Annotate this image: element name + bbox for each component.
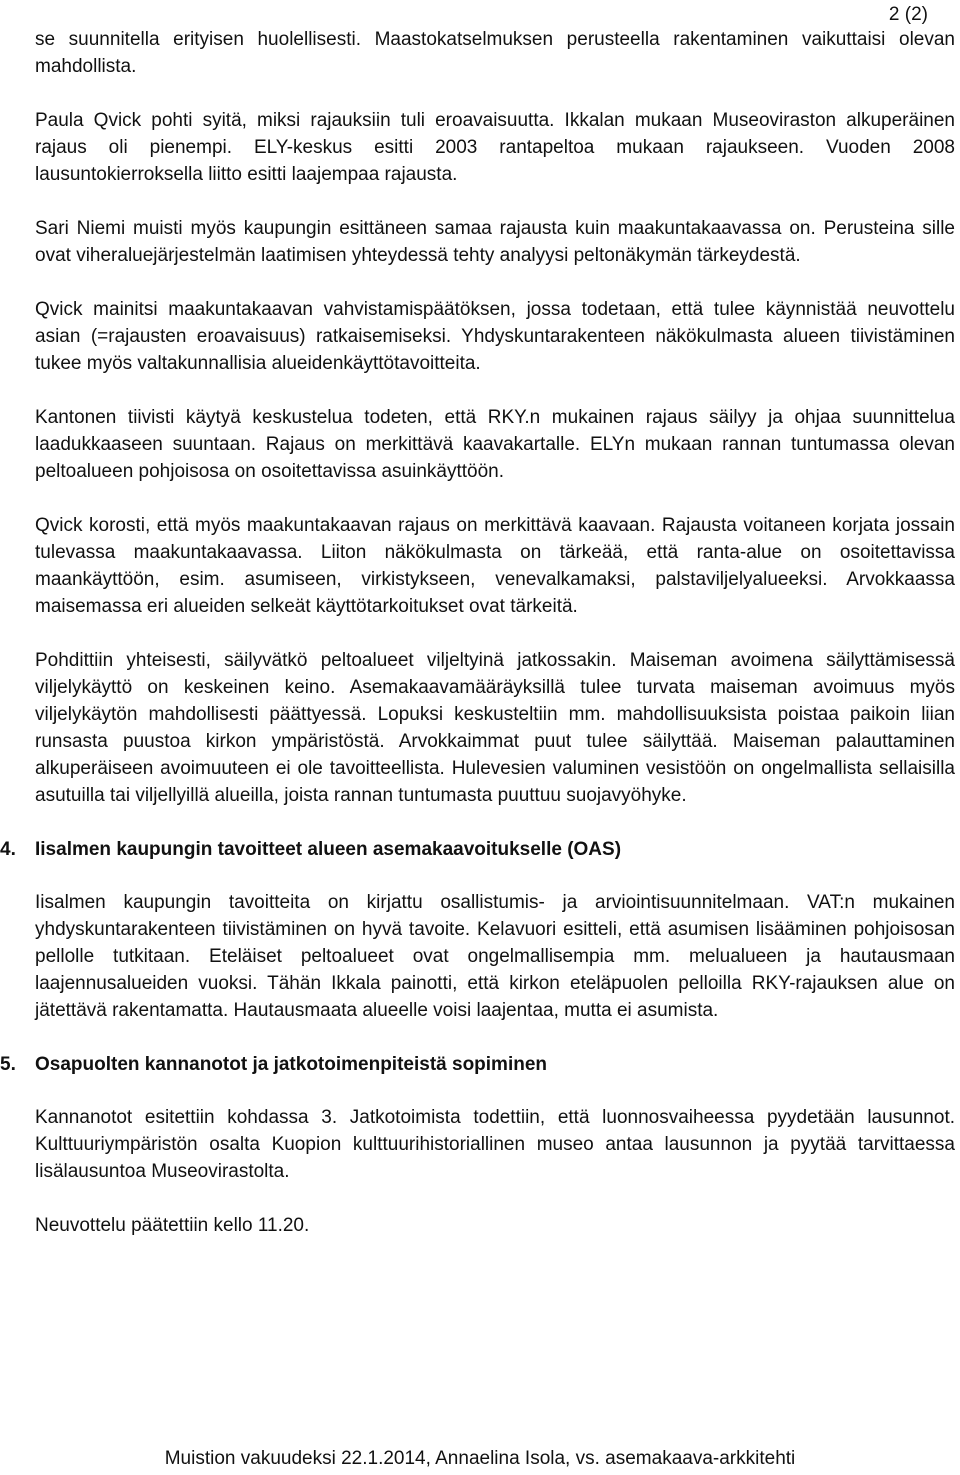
paragraph: Kannanotot esitettiin kohdassa 3. Jatkotoimista todettiin, että luonnosvaiheessa pyydetään lausunnot. Kulttuuriympäristön osalta Kuopion kulttuurihistoriallinen museo antaa lausunnon ja pyytää tarvittaessa lisälausuntoa Museovirastolta. — [35, 1107, 955, 1182]
paragraph: Iisalmen kaupungin tavoitteita on kirjattu osallistumis- ja arviointisuunnitelmaan. VAT:n mukainen yhdyskuntarakenteen tiivistäminen on hyvä tavoite. Kelavuori esitteli, että asumisen lisääminen pohjoisosan pellolle tutkitaan. Eteläiset peltoalueet ovat ongelmallisempia mm. melualueen ja hautausmaan laajennusalueiden vuoksi. Tähän Ikkala painotti, että kirkon eteläpuolen pelloilla RKY-rajauksen alue on jätettävä rakentamatta. Hautausmaata alueelle voisi laajentaa, mutta ei asumista. — [35, 892, 955, 1021]
paragraph: Pohdittiin yhteisesti, säilyvätkö peltoalueet viljeltyinä jatkossakin. Maiseman avoimena säilyttämisessä viljelykäyttö on keskeinen keino. Asemakaavamääräyksillä tulee turvata maiseman avoimuus myös viljelykäytön mahdollisesti päättyessä. Lopuksi keskusteltiin mm. mahdollisuuksista poistaa paikoin liian runsasta puustoa kirkon ympäristöstä. Arvokkaimmat puut tulee säilyttää. Maiseman palauttaminen alkuperäiseen avoimuuteen ei ole tavoitteellista. Hulevesien valuminen vesistöön on ongelmallista sellaisilla asutuilla tai viljellyillä alueilla, joista rannan tuntumasta puuttuu suojavyöhyke. — [35, 650, 955, 806]
document-body — [0, 26, 955, 1266]
paragraph: Qvick mainitsi maakuntakaavan vahvistamispäätöksen, jossa todetaan, että tulee käynnistää neuvottelu asian (=rajausten eroavaisuus) ratkaisemiseksi. Yhdyskuntarakenteen näkökulmasta alueen tiivistäminen tukee myös valtakunnallisia alueidenkäyttötavoitteita. — [35, 299, 955, 374]
section-number: 4. — [0, 839, 16, 860]
paragraph: Qvick korosti, että myös maakuntakaavan rajaus on merkittävä kaavaan. Rajausta voitaneen korjata jossain tulevassa maakuntakaavassa. Liiton näkökulmasta on tärkeää, että ranta-alue on osoitettavissa maankäyttöön, esim. asumiseen, virkistykseen, venevalkamaksi, palstaviljelyalueeksi. Arvokkaassa maisemassa eri alueiden selkeät käyttötarkoitukset ovat tärkeitä. — [35, 515, 955, 617]
paragraph: Paula Qvick pohti syitä, miksi rajauksiin tuli eroavaisuutta. Ikkalan mukaan Museoviraston alkuperäinen rajaus oli pienempi. ELY-keskus esitti 2003 rantapeltoa mukaan rajaukseen. Vuoden 2008 lausuntokierroksella liitto esitti laajempaa rajausta. — [35, 110, 955, 185]
section-heading-5 — [0, 1051, 955, 1078]
section-number: 5. — [0, 1054, 16, 1075]
footer-signature: Muistion vakuudeksi 22.1.2014, Annaelina Isola, vs. asemakaava-arkkitehti — [164, 1448, 796, 1469]
page-number: 2 (2) — [888, 4, 928, 25]
section-title: Iisalmen kaupungin tavoitteet alueen asemakaavoitukselle (OAS) — [35, 839, 622, 860]
section-heading-4 — [0, 836, 955, 863]
paragraph: Sari Niemi muisti myös kaupungin esittäneen samaa rajausta kuin maakuntakaavassa on. Perusteina sille ovat viheraluejärjestelmän laatimisen yhteydessä tehty analyysi peltonäkymän tärkeydestä. — [35, 218, 955, 266]
section-title: Osapuolten kannanotot ja jatkotoimenpiteistä sopiminen — [35, 1054, 548, 1075]
paragraph: se suunnitella erityisen huolellisesti. Maastokatselmuksen perusteella rakentaminen vaikuttaisi olevan mahdollista. — [35, 29, 955, 77]
paragraph: Kantonen tiivisti käytyä keskustelua todeten, että RKY.n mukainen rajaus säilyy ja ohjaa suunnittelua laadukkaaseen suuntaan. Rajaus on merkittävä kaavakartalle. ELYn mukaan rannan tuntumassa olevan peltoalueen pohjoisosa on osoitettavissa asuinkäyttöön. — [35, 407, 955, 482]
paragraph: Neuvottelu päätettiin kello 11.20. — [35, 1215, 310, 1236]
